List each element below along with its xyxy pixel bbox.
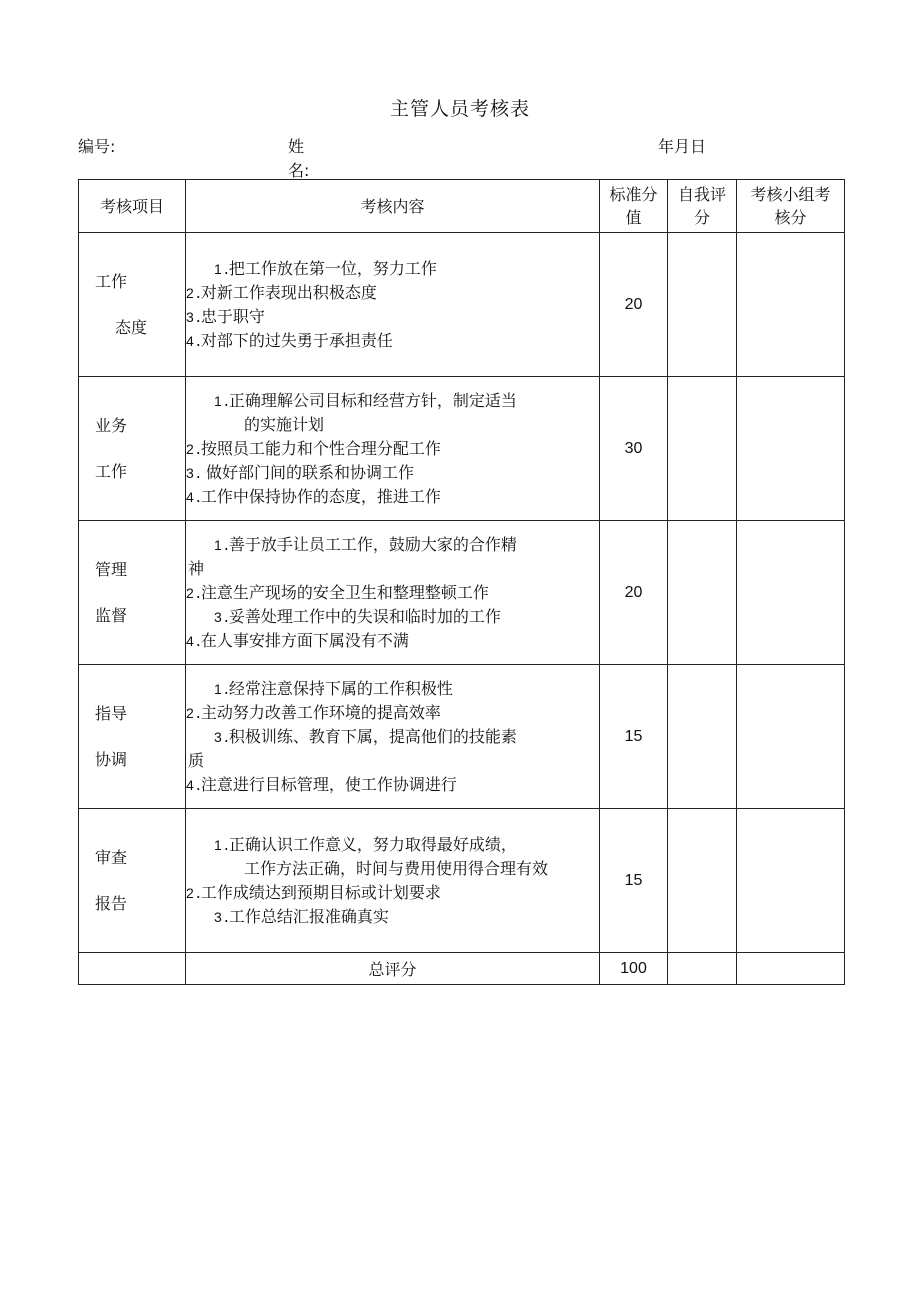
content-line: 3 .积极训练、教育下属，提高他们的技能素: [214, 726, 517, 746]
total-score: 100: [600, 953, 668, 985]
header-standard-score: [600, 180, 668, 233]
standard-score-cell: 15: [600, 809, 668, 953]
total-label: 总评分: [186, 953, 600, 985]
header-self-score: [668, 180, 737, 233]
content-line: 4 .对部下的过失勇于承担责任: [186, 330, 393, 350]
content-line: 1 .善于放手让员工工作，鼓励大家的合作精: [214, 534, 517, 554]
total-group-score-cell[interactable]: [737, 953, 845, 985]
header-group-line2: 核分: [774, 208, 807, 227]
content-line: 3 .忠于职守: [186, 306, 265, 326]
content-line: 3 .妥善处理工作中的失误和临时加的工作: [214, 606, 501, 626]
name-label-line2: 名:: [288, 161, 310, 180]
content-line: 2 .主动努力改善工作环境的提高效率: [186, 702, 441, 722]
table-row: [79, 377, 845, 521]
content-line: 神: [188, 558, 205, 578]
standard-score-cell: 20: [600, 521, 668, 665]
total-row: [79, 953, 845, 985]
item-line2: 监督: [95, 605, 128, 625]
group-score-cell[interactable]: [737, 809, 845, 953]
item-cell: [79, 233, 186, 377]
page-title: 主管人员考核表: [389, 98, 530, 120]
content-line: 3 . 做好部门间的联系和协调工作: [186, 462, 414, 482]
standard-score-cell: 20: [600, 233, 668, 377]
header-row: [79, 180, 845, 233]
item-line2: 报告: [95, 893, 128, 913]
table-row: [79, 809, 845, 953]
content-cell: [186, 377, 600, 521]
group-score-cell[interactable]: [737, 521, 845, 665]
header-self-line1: 自我评: [677, 185, 726, 204]
name-label-line1: 姓: [288, 137, 305, 156]
item-line1: 管理: [95, 559, 128, 579]
item-cell: [79, 665, 186, 809]
content-line: 1 .正确理解公司目标和经营方针，制定适当: [214, 390, 517, 410]
header-standard-line2: 值: [625, 208, 642, 227]
standard-score-cell: 15: [600, 665, 668, 809]
group-score-cell[interactable]: [737, 377, 845, 521]
content-line: 1 .经常注意保持下属的工作积极性: [214, 678, 453, 698]
content-line: 2 .注意生产现场的安全卫生和整理整顿工作: [186, 582, 489, 602]
item-cell: [79, 377, 186, 521]
content-line: 3 .工作总结汇报准确真实: [214, 906, 389, 926]
table-row: [79, 521, 845, 665]
content-line: 2 .对新工作表现出积极态度: [186, 282, 377, 302]
content-line: 1 .正确认识工作意义，努力取得最好成绩，: [214, 834, 517, 854]
group-score-cell[interactable]: [737, 233, 845, 377]
self-score-cell[interactable]: [668, 377, 737, 521]
content-cell: [186, 521, 600, 665]
item-cell: [79, 809, 186, 953]
table-row: [79, 233, 845, 377]
header-group-score: [737, 180, 845, 233]
content-line: 的实施计划: [244, 414, 325, 434]
header-group-line1: 考核小组考: [750, 185, 831, 204]
self-score-cell[interactable]: [668, 665, 737, 809]
content-line: 1 .把工作放在第一位，努力工作: [214, 258, 437, 278]
self-score-cell[interactable]: [668, 233, 737, 377]
item-line1: 业务: [95, 415, 128, 435]
content-line: 质: [188, 750, 205, 770]
item-line1: 工作: [95, 271, 128, 291]
content-line: 工作方法正确，时间与费用使用得合理有效: [244, 858, 549, 878]
content-cell: [186, 233, 600, 377]
header-standard-line1: 标准分: [609, 185, 658, 204]
item-line1: 审查: [95, 847, 128, 867]
content-line: 4 .工作中保持协作的态度，推进工作: [186, 486, 441, 506]
self-score-cell[interactable]: [668, 809, 737, 953]
content-line: 2 .工作成绩达到预期目标或计划要求: [186, 882, 441, 902]
header-self-line2: 分: [693, 208, 710, 227]
content-line: 4 .在人事安排方面下属没有不满: [186, 630, 409, 650]
header-item: 考核项目: [79, 180, 186, 233]
total-empty-cell: [79, 953, 186, 985]
item-line1: 指导: [95, 703, 128, 723]
standard-score-cell: 30: [600, 377, 668, 521]
item-line2: 工作: [95, 461, 128, 481]
serial-number-label: 编号:: [78, 137, 116, 156]
table-row: [79, 665, 845, 809]
evaluation-table: [78, 179, 845, 985]
item-cell: [79, 521, 186, 665]
total-self-score-cell[interactable]: [668, 953, 737, 985]
content-line: 4 .注意进行目标管理，使工作协调进行: [186, 774, 457, 794]
content-cell: [186, 665, 600, 809]
self-score-cell[interactable]: [668, 521, 737, 665]
group-score-cell[interactable]: [737, 665, 845, 809]
header-content: 考核内容: [186, 180, 600, 233]
item-line2: 协调: [95, 749, 128, 769]
content-cell: [186, 809, 600, 953]
item-line2: 态度: [115, 317, 148, 337]
content-line: 2 .按照员工能力和个性合理分配工作: [186, 438, 441, 458]
date-label: 年月日: [658, 137, 707, 156]
